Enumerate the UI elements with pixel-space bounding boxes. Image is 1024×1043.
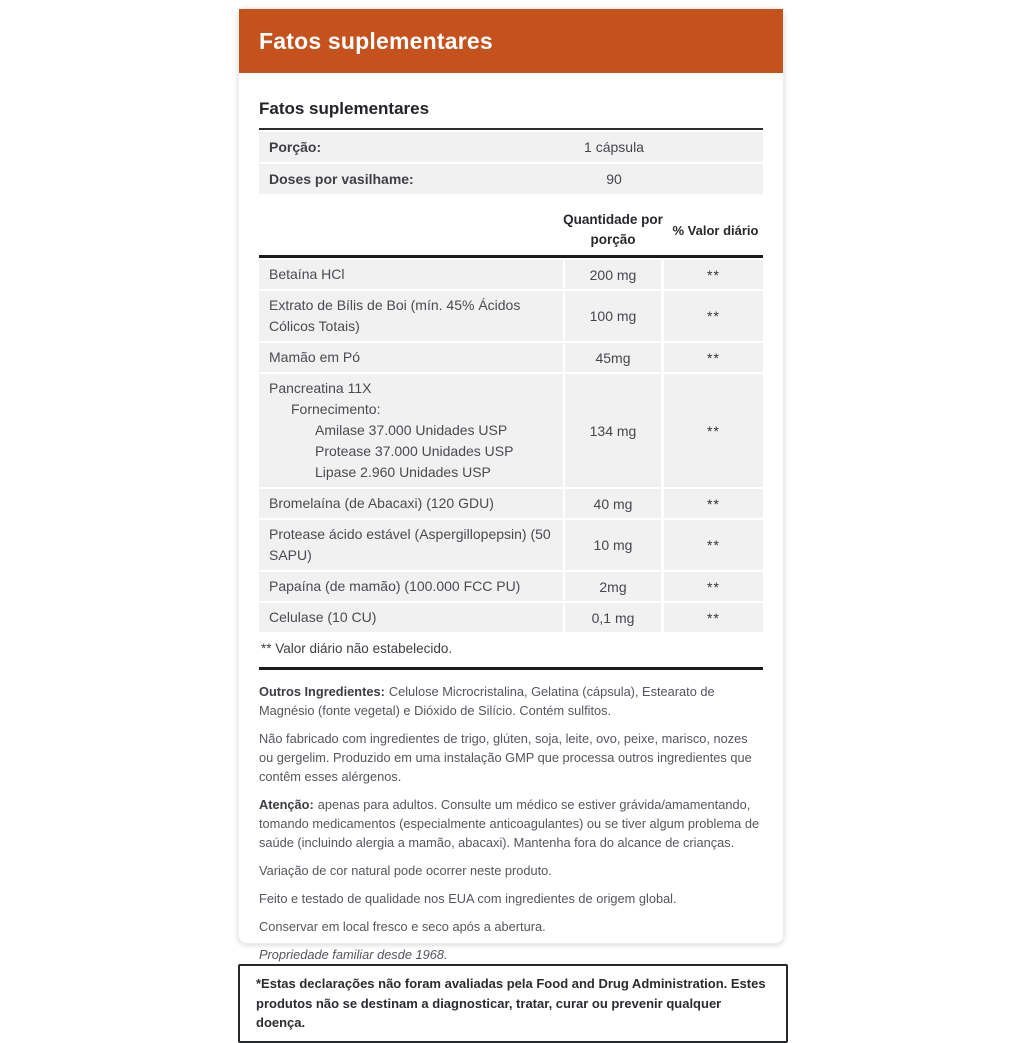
- dv-footnote: ** Valor diário não estabelecido.: [259, 632, 763, 670]
- note-text: Feito e testado de qualidade nos EUA com ingredientes de origem global.: [259, 891, 677, 906]
- ingredient-name-cell: [259, 343, 563, 372]
- ingredient-row: [259, 374, 763, 487]
- column-header-amount: Quantidade por porção: [563, 212, 663, 247]
- supplement-facts-card: [238, 8, 784, 962]
- ingredient-amount: 2mg: [565, 572, 661, 601]
- ingredient-name-cell: [259, 260, 563, 289]
- ingredient-subline: Lipase 2.960 Unidades USP: [315, 464, 491, 480]
- banner-title: Fatos suplementares: [259, 27, 493, 54]
- note-text: Conservar em local fresco e seco após a abertura.: [259, 919, 546, 934]
- ingredient-amount: 100 mg: [565, 291, 661, 341]
- ingredient-name: Betaína HCl: [269, 266, 345, 282]
- note-paragraph: [259, 795, 763, 852]
- note-paragraph: [259, 945, 763, 964]
- ingredient-dv: **: [664, 572, 763, 601]
- ingredient-row: [259, 291, 763, 341]
- note-text: Variação de cor natural pode ocorrer neste produto.: [259, 863, 552, 878]
- ingredient-row: [259, 260, 763, 289]
- note-text: Propriedade familiar desde 1968.: [259, 947, 448, 962]
- serving-value: 90: [606, 171, 622, 187]
- ingredient-name-cell: [259, 291, 563, 341]
- ingredient-amount: 0,1 mg: [565, 603, 661, 632]
- ingredient-row: [259, 603, 763, 632]
- note-paragraph: [259, 682, 763, 720]
- ingredient-rows: [259, 260, 763, 632]
- facts-body: [239, 99, 783, 964]
- ingredient-dv: **: [664, 291, 763, 341]
- serving-row: [259, 164, 763, 194]
- serving-value: 1 cápsula: [584, 139, 644, 155]
- ingredient-amount: 200 mg: [565, 260, 661, 289]
- ingredient-name: Bromelaína (de Abacaxi) (120 GDU): [269, 495, 494, 511]
- ingredient-row: [259, 520, 763, 570]
- ingredient-dv: **: [664, 374, 763, 487]
- ingredient-name-cell: [259, 520, 563, 570]
- ingredient-row: [259, 489, 763, 518]
- serving-rows: [259, 132, 763, 194]
- fda-disclaimer-box: [238, 964, 788, 1043]
- ingredient-name-cell: [259, 489, 563, 518]
- note-label: Outros Ingredientes:: [259, 684, 385, 699]
- ingredient-dv: **: [664, 489, 763, 518]
- note-text: Não fabricado com ingredientes de trigo, glúten, soja, leite, ovo, peixe, marisco, nozes ou gergelim. Produzido em uma instalação GMP que processa outros ingredientes que contêm esses alérgenos.: [259, 731, 752, 784]
- ingredient-name: Celulase (10 CU): [269, 609, 377, 625]
- panel-title: Fatos suplementares: [259, 99, 763, 130]
- note-text: apenas para adultos. Consulte um médico se estiver grávida/amamentando, tomando medicamentos (especialmente anticoagulantes) ou se tiver algum problema de saúde (incluindo alergia a mamão, abacaxi). Mantenha fora do alcance de crianças.: [259, 797, 760, 850]
- ingredient-amount: 40 mg: [565, 489, 661, 518]
- note-paragraph: [259, 861, 763, 880]
- note-text: Celulose Microcristalina, Gelatina (cápsula), Estearato de Magnésio (fonte vegetal) e Dióxido de Silício. Contém sulfitos.: [259, 684, 715, 718]
- ingredient-dv: **: [664, 343, 763, 372]
- ingredient-row: [259, 572, 763, 601]
- note-paragraph: [259, 917, 763, 936]
- serving-label: Doses por vasilhame:: [269, 171, 414, 187]
- ingredient-name-cell: [259, 374, 563, 487]
- ingredient-name: Extrato de Bílis de Boi (mín. 45% Ácidos Cólicos Totais): [269, 297, 521, 334]
- ingredient-dv: **: [664, 260, 763, 289]
- ingredient-dv: **: [664, 603, 763, 632]
- notes-section: [259, 682, 763, 964]
- note-paragraph: [259, 889, 763, 908]
- facts-banner: [239, 9, 783, 73]
- ingredient-amount: 45mg: [565, 343, 661, 372]
- ingredient-name-cell: [259, 603, 563, 632]
- table-header-row: [259, 194, 763, 258]
- note-paragraph: [259, 729, 763, 786]
- serving-label: Porção:: [269, 139, 322, 155]
- note-label: Atenção:: [259, 797, 314, 812]
- column-header-dv: % Valor diário: [672, 222, 759, 238]
- ingredient-name: Mamão em Pó: [269, 349, 361, 365]
- ingredient-amount: 134 mg: [565, 374, 661, 487]
- ingredient-name: Protease ácido estável (Aspergillopepsin) (50 SAPU): [269, 526, 551, 563]
- ingredient-name: Papaína (de mamão) (100.000 FCC PU): [269, 578, 521, 594]
- ingredient-subline: Protease 37.000 Unidades USP: [315, 443, 514, 459]
- fda-disclaimer-text: *Estas declarações não foram avaliadas pela Food and Drug Administration. Estes produtos não se destinam a diagnosticar, tratar, curar ou prevenir qualquer doença.: [256, 976, 766, 1030]
- serving-row: [259, 132, 763, 162]
- ingredient-amount: 10 mg: [565, 520, 661, 570]
- ingredient-row: [259, 343, 763, 372]
- ingredient-subline: Amilase 37.000 Unidades USP: [315, 422, 508, 438]
- ingredient-name-cell: [259, 572, 563, 601]
- ingredient-dv: **: [664, 520, 763, 570]
- ingredient-subline: Fornecimento:: [291, 401, 381, 417]
- ingredient-name: Pancreatina 11X: [269, 380, 372, 396]
